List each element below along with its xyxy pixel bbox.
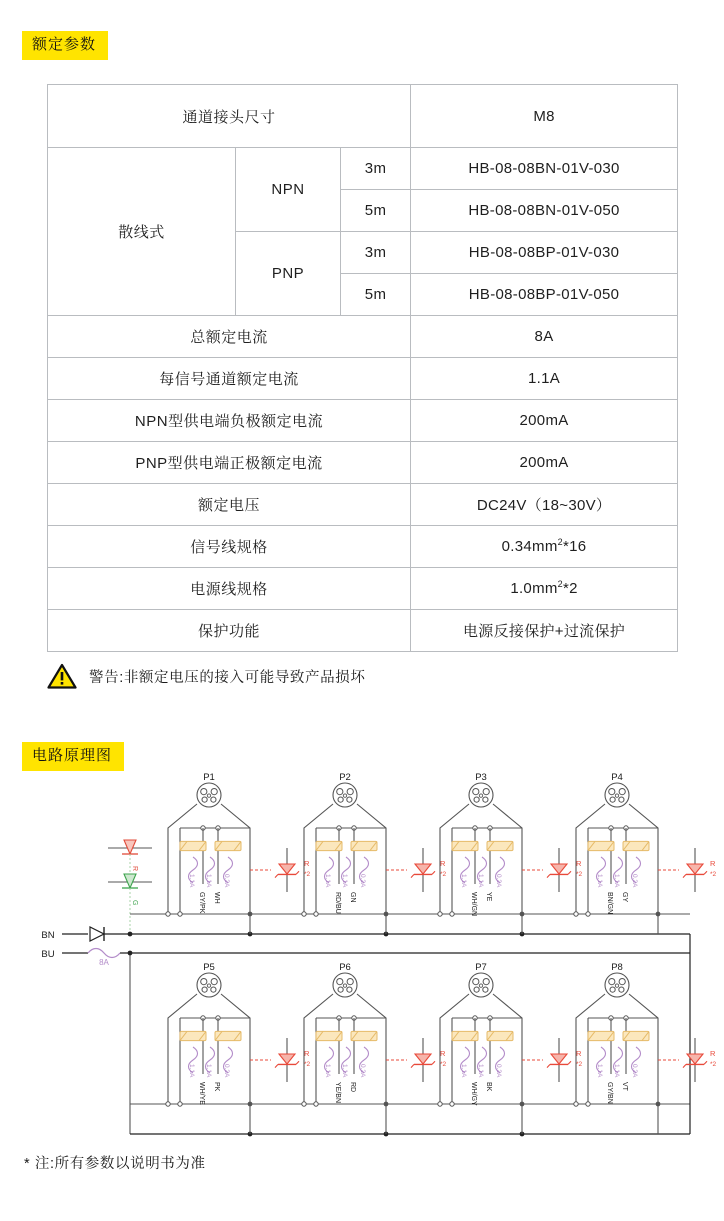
fuse-rating-2: 1.1A bbox=[477, 1064, 484, 1078]
signal-wire-label-1: GY/BN bbox=[606, 1082, 613, 1104]
warning-text: 警告:非额定电压的接入可能导致产品损坏 bbox=[89, 669, 366, 686]
signal-wire-label-1: RD/BU bbox=[334, 892, 341, 914]
table-row bbox=[48, 526, 678, 568]
fuse-rating-1: 1.1A bbox=[188, 874, 195, 888]
table-row bbox=[48, 610, 678, 652]
protector-p7 bbox=[522, 1038, 583, 1082]
protector-p1 bbox=[250, 848, 311, 892]
footer-note: * 注:所有参数以说明书为准 bbox=[24, 1156, 206, 1172]
fuse-rating-2: 1.1A bbox=[205, 1064, 212, 1078]
protector-qty: *2 bbox=[710, 1061, 717, 1068]
junction-dot bbox=[128, 932, 133, 937]
connector-block-p1 bbox=[166, 772, 253, 916]
fuse-rating-3: 0.2A bbox=[495, 1064, 502, 1078]
protector-p8 bbox=[658, 1038, 717, 1082]
cell-npn-negative-current-label: NPN型供电端负极额定电流 bbox=[48, 400, 411, 442]
circuit-schematic-diagram bbox=[0, 762, 724, 1142]
table-row bbox=[48, 358, 678, 400]
connector-id-p1: P1 bbox=[203, 772, 215, 783]
fuse-rating-2: 1.1A bbox=[477, 874, 484, 888]
signal-wire-label-1: BN/GN bbox=[606, 892, 613, 915]
connector-id-p4: P4 bbox=[611, 772, 623, 783]
cell-pnp-5m-part: HB-08-08BP-01V-050 bbox=[411, 274, 678, 316]
protector-qty: *2 bbox=[710, 871, 717, 878]
protector-p3 bbox=[522, 848, 583, 892]
table-row bbox=[48, 568, 678, 610]
protector-label: R bbox=[710, 1049, 716, 1058]
signal-wire-label-1: YE/BN bbox=[334, 1082, 341, 1104]
connector-id-p6: P6 bbox=[339, 962, 351, 973]
signal-wire-label-2: YE bbox=[485, 892, 492, 902]
signal-wire-label-1: WH/GY bbox=[470, 1082, 477, 1106]
rail-label-bu: BU bbox=[41, 949, 55, 960]
protector-qty: *2 bbox=[440, 871, 447, 878]
signal-wire-label-2: WH bbox=[213, 892, 220, 904]
cell-npn-5m-part: HB-08-08BN-01V-050 bbox=[411, 190, 678, 232]
fuse-rating-2: 1.1A bbox=[341, 874, 348, 888]
cell-npn-5m-length: 5m bbox=[341, 190, 411, 232]
fuse-rating-1: 1.1A bbox=[324, 1064, 331, 1078]
fuse-rating-1: 1.1A bbox=[188, 1064, 195, 1078]
signal-wire-label-2: GY bbox=[621, 892, 628, 903]
cell-rated-voltage-label: 额定电压 bbox=[48, 484, 411, 526]
protector-p5 bbox=[250, 1038, 311, 1082]
cell-npn-3m-part: HB-08-08BN-01V-030 bbox=[411, 148, 678, 190]
section-heading-circuit-diagram: 电路原理图 bbox=[22, 742, 124, 771]
cell-wiring-type-label: 散线式 bbox=[48, 148, 236, 316]
connector-block-p4 bbox=[574, 772, 661, 916]
cell-npn-3m-length: 3m bbox=[341, 148, 411, 190]
fuse-rating-3: 0.2A bbox=[631, 874, 638, 888]
protector-label: R bbox=[304, 1049, 310, 1058]
warning-notice bbox=[47, 663, 365, 689]
cell-connector-size-value: M8 bbox=[411, 85, 678, 148]
protector-label: R bbox=[440, 1049, 446, 1058]
cell-rated-voltage-value: DC24V（18~30V） bbox=[411, 484, 678, 526]
junction-dot bbox=[128, 951, 133, 956]
signal-wire-label-1: WH/YE bbox=[198, 1082, 205, 1105]
rated-parameters-table bbox=[47, 84, 678, 652]
fuse-rating-1: 1.1A bbox=[596, 1064, 603, 1078]
protector-qty: *2 bbox=[576, 1061, 583, 1068]
signal-wire-value-main: 0.34mm bbox=[501, 538, 558, 555]
fuse-rating-2: 1.1A bbox=[341, 1064, 348, 1078]
circuit-svg-canvas bbox=[0, 762, 724, 1142]
cell-protection-value: 电源反接保护+过流保护 bbox=[411, 610, 678, 652]
protector-p4 bbox=[658, 848, 717, 892]
fuse-rating-1: 1.1A bbox=[596, 874, 603, 888]
cell-per-channel-current-label: 每信号通道额定电流 bbox=[48, 358, 411, 400]
cell-pnp-3m-part: HB-08-08BP-01V-030 bbox=[411, 232, 678, 274]
power-wire-value-sup: 2 bbox=[557, 579, 563, 589]
protector-qty: *2 bbox=[440, 1061, 447, 1068]
reverse-polarity-diode-icon bbox=[90, 927, 104, 941]
table-row bbox=[48, 85, 678, 148]
fuse-rating-1: 1.1A bbox=[460, 1064, 467, 1078]
signal-wire-label-1: GY/PK bbox=[198, 892, 205, 914]
signal-wire-label-2: BK bbox=[485, 1082, 492, 1092]
connector-id-p5: P5 bbox=[203, 962, 215, 973]
cell-npn-negative-current-value: 200mA bbox=[411, 400, 678, 442]
warning-triangle-icon bbox=[47, 663, 77, 689]
protector-qty: *2 bbox=[304, 871, 311, 878]
protector-qty: *2 bbox=[304, 1061, 311, 1068]
connector-block-p6 bbox=[302, 962, 389, 1106]
fuse-rating-2: 1.1A bbox=[613, 874, 620, 888]
cell-protection-label: 保护功能 bbox=[48, 610, 411, 652]
fuse-rating-3: 0.2A bbox=[359, 1064, 366, 1078]
cell-power-wire-spec-label: 电源线规格 bbox=[48, 568, 411, 610]
fuse-rating-3: 0.2A bbox=[631, 1064, 638, 1078]
connector-id-p8: P8 bbox=[611, 962, 623, 973]
cell-npn-label: NPN bbox=[236, 148, 341, 232]
table-row bbox=[48, 316, 678, 358]
signal-wire-label-2: GN bbox=[349, 892, 356, 903]
rail-label-bn: BN bbox=[41, 930, 55, 941]
connector-block-p8 bbox=[574, 962, 661, 1106]
cell-pnp-3m-length: 3m bbox=[341, 232, 411, 274]
protector-label: R bbox=[304, 859, 310, 868]
protector-p6 bbox=[386, 1038, 447, 1082]
connector-block-p2 bbox=[302, 772, 389, 916]
cell-pnp-positive-current-value: 200mA bbox=[411, 442, 678, 484]
cell-total-current-label: 总额定电流 bbox=[48, 316, 411, 358]
cell-signal-wire-spec-value bbox=[411, 526, 678, 568]
signal-wire-value-tail: *16 bbox=[562, 538, 587, 555]
signal-wire-label-1: WH/GN bbox=[470, 892, 477, 917]
protector-label: R bbox=[440, 859, 446, 868]
signal-wire-label-2: VT bbox=[621, 1082, 628, 1091]
power-wire-value-main: 1.0mm bbox=[510, 580, 558, 597]
section-heading-rated-parameters: 额定参数 bbox=[22, 31, 108, 60]
cell-pnp-positive-current-label: PNP型供电端正极额定电流 bbox=[48, 442, 411, 484]
fuse-rating-1: 1.1A bbox=[324, 874, 331, 888]
fuse-rating-3: 0.2A bbox=[223, 1064, 230, 1078]
connector-block-p3 bbox=[438, 772, 525, 916]
fuse-rating-3: 0.2A bbox=[495, 874, 502, 888]
fuse-rating-3: 0.2A bbox=[223, 874, 230, 888]
protector-label: R bbox=[576, 859, 582, 868]
cell-power-wire-spec-value bbox=[411, 568, 678, 610]
signal-wire-value-sup: 2 bbox=[557, 537, 563, 547]
indicator-green-label: G bbox=[131, 900, 138, 906]
connector-id-p2: P2 bbox=[339, 772, 351, 783]
indicator-red-label: R bbox=[131, 866, 138, 872]
connector-block-p7 bbox=[438, 962, 525, 1106]
fuse-rating-2: 1.1A bbox=[613, 1064, 620, 1078]
cell-total-current-value: 8A bbox=[411, 316, 678, 358]
table-row bbox=[48, 484, 678, 526]
signal-wire-label-2: RD bbox=[349, 1082, 356, 1093]
fuse-rating-3: 0.2A bbox=[359, 874, 366, 888]
main-fuse-icon bbox=[88, 949, 120, 958]
power-wire-value-tail: *2 bbox=[562, 580, 578, 597]
table-row bbox=[48, 442, 678, 484]
protector-p2 bbox=[386, 848, 447, 892]
protector-label: R bbox=[710, 859, 716, 868]
connector-id-p7: P7 bbox=[475, 962, 487, 973]
connector-id-p3: P3 bbox=[475, 772, 487, 783]
cell-per-channel-current-value: 1.1A bbox=[411, 358, 678, 400]
cell-signal-wire-spec-label: 信号线规格 bbox=[48, 526, 411, 568]
cell-connector-size-label: 通道接头尺寸 bbox=[48, 85, 411, 148]
signal-wire-label-2: PK bbox=[213, 1082, 220, 1092]
protector-qty: *2 bbox=[576, 871, 583, 878]
main-fuse-label: 8A bbox=[99, 958, 109, 967]
table-row bbox=[48, 400, 678, 442]
table-row bbox=[48, 148, 678, 190]
cell-pnp-label: PNP bbox=[236, 232, 341, 316]
protector-label: R bbox=[576, 1049, 582, 1058]
connector-block-p5 bbox=[166, 962, 253, 1106]
fuse-rating-2: 1.1A bbox=[205, 874, 212, 888]
fuse-rating-1: 1.1A bbox=[460, 874, 467, 888]
cell-pnp-5m-length: 5m bbox=[341, 274, 411, 316]
